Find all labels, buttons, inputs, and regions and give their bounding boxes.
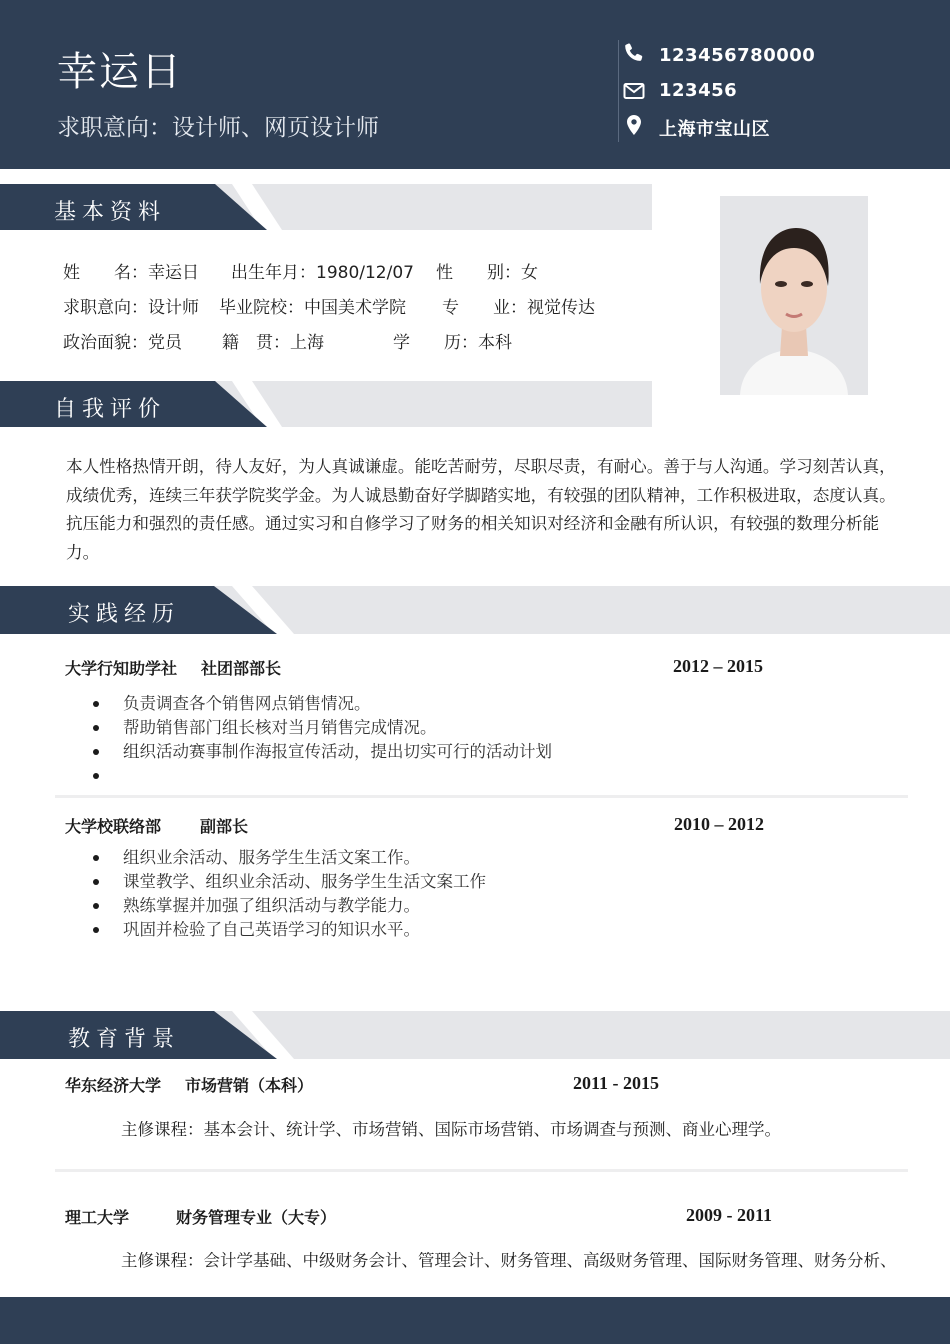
phone-icon xyxy=(622,41,646,65)
education-2-major: 财务管理专业（大专） xyxy=(176,1208,337,1227)
info-row-1 xyxy=(63,258,623,283)
education-1-courses: 主修课程：基本会计、统计学、市场营销、国际市场营销、市场调查与预测、商业心理学。 xyxy=(121,1120,781,1139)
info-name: 姓 名：幸运日 xyxy=(63,263,199,283)
education-1-school: 华东经济大学 xyxy=(65,1076,162,1095)
list-item: 帮助销售部门组长核对当月销售完成情况。 xyxy=(90,716,552,740)
location-pin-icon xyxy=(622,113,646,137)
info-politics: 政治面貌：党员 xyxy=(63,333,182,353)
info-degree: 学 历：本科 xyxy=(393,333,512,353)
list-item: 课堂教学、组织业余活动、服务学生生活文案工作 xyxy=(90,870,486,894)
phone-number: 123456780000 xyxy=(659,45,816,66)
section-title-practice: 实践经历 xyxy=(68,602,181,627)
info-row-2 xyxy=(63,293,623,318)
info-school: 毕业院校：中国美术学院 xyxy=(219,298,406,318)
education-1-major: 市场营销（本科） xyxy=(185,1076,314,1095)
info-row-3 xyxy=(63,328,623,353)
list-item xyxy=(90,764,552,788)
experience-2-role: 副部长 xyxy=(200,817,249,836)
experience-1-dates: 2012 – 2015 xyxy=(673,656,763,676)
footer-bar xyxy=(0,1297,950,1344)
list-item: 负责调查各个销售网点销售情况。 xyxy=(90,692,552,716)
experience-1-bullets xyxy=(90,692,552,788)
profile-photo xyxy=(720,196,868,395)
section-title-basic: 基本资料 xyxy=(54,200,167,225)
job-objective: 求职意向：设计师、网页设计师 xyxy=(57,115,379,141)
list-item: 组织业余活动、服务学生生活文案工作。 xyxy=(90,846,486,870)
education-2-dates: 2009 - 2011 xyxy=(686,1205,773,1225)
list-item: 巩固并检验了自己英语学习的知识水平。 xyxy=(90,918,486,942)
experience-2-dates: 2010 – 2012 xyxy=(674,814,764,834)
section-title-education: 教育背景 xyxy=(68,1027,181,1052)
info-objective: 求职意向：设计师 xyxy=(63,298,199,318)
list-item: 组织活动赛事制作海报宣传活动，提出切实可行的活动计划 xyxy=(90,740,552,764)
mail-icon xyxy=(622,79,646,103)
experience-1-org: 大学行知助学社 xyxy=(65,659,178,678)
info-origin: 籍 贯：上海 xyxy=(222,333,324,353)
experience-separator xyxy=(55,795,908,798)
list-item: 熟练掌握并加强了组织活动与教学能力。 xyxy=(90,894,486,918)
experience-2-bullets xyxy=(90,846,486,942)
education-2-school: 理工大学 xyxy=(65,1208,130,1227)
section-title-self: 自我评价 xyxy=(54,397,167,422)
education-separator xyxy=(55,1169,908,1172)
candidate-name: 幸运日 xyxy=(57,49,183,95)
education-1-dates: 2011 - 2015 xyxy=(573,1073,660,1093)
email-address: 123456 xyxy=(659,80,738,101)
education-2-courses: 主修课程：会计学基础、中级财务会计、管理会计、财务管理、高级财务管理、国际财务管理、财务分析、 xyxy=(121,1251,897,1270)
self-evaluation-text: 本人性格热情开朗，待人友好，为人真诚谦虚。能吃苦耐劳，尽职尽责，有耐心。善于与人沟通。学习刻苦认真，成绩优秀，连续三年获学院奖学金。为人诚恳勤奋好学脚踏实地，有较强的团队精神，工作积极进取，态度认真。抗压能力和强烈的责任感。通过实习和自修学习了财务的相关知识对经济和金融有所认识，有较强的数理分析能力。 xyxy=(66,457,896,562)
experience-1-role: 社团部部长 xyxy=(201,659,282,678)
info-birth: 出生年月：1980/12/07 xyxy=(231,263,414,283)
experience-2-org: 大学校联络部 xyxy=(65,817,162,836)
contact-divider xyxy=(618,40,619,142)
home-address: 上海市宝山区 xyxy=(659,119,770,140)
info-major: 专 业：视觉传达 xyxy=(442,298,595,318)
info-gender: 性 别：女 xyxy=(436,263,538,283)
